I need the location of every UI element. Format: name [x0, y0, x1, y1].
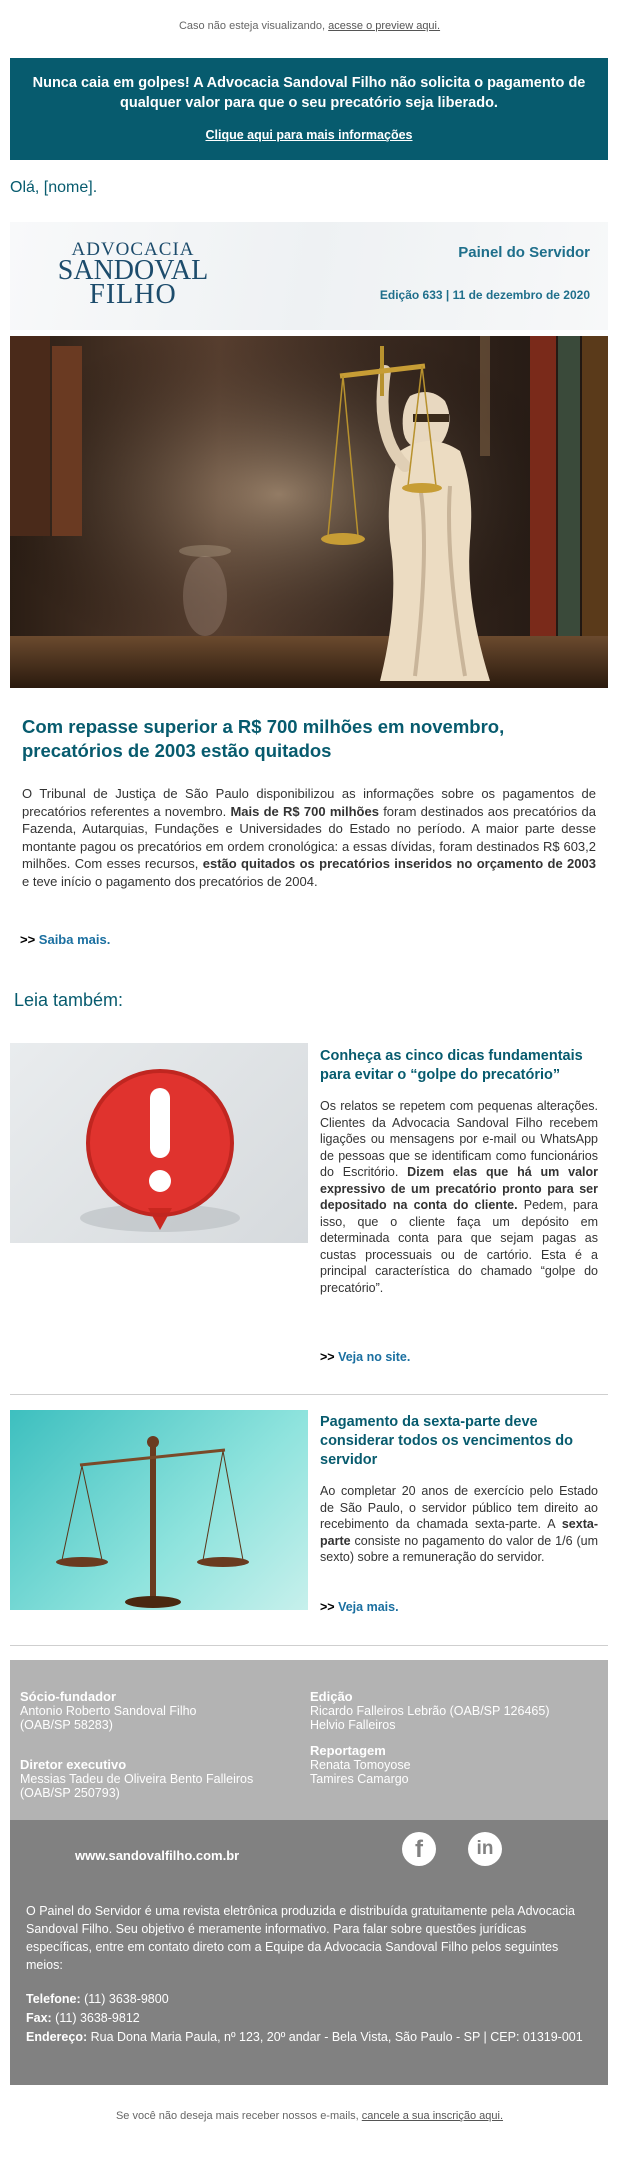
article-1-body-part-2: Pedem, para isso, que o cliente faça um depósito em determinada conta para que sejam pagas as custas processuais ou de cartório. Esta é a principal característica do chamado “golpe do precatório”.: [320, 1198, 598, 1295]
unsubscribe-notice: [0, 2110, 619, 2122]
footer-disclaimer: O Painel do Servidor é uma revista eletrônica produzida e distribuída gratuitamente pela Advocacia Sandoval Filho. Seu objetivo é meramente informativo. Para falar sobre questões jurídicas específicas, entre em contato direto com a Equipe da Advocacia Sandoval Filho pelos seguintes meios:: [26, 1904, 575, 1972]
article-divider-1: [10, 1394, 608, 1395]
preview-link[interactable]: acesse o preview aqui.: [328, 20, 441, 32]
article-1-more-line: [320, 1350, 410, 1364]
article-2-body-bold: sexta-parte: [320, 1517, 598, 1548]
saiba-mais-prefix: >>: [20, 932, 39, 947]
address-line: [26, 2028, 586, 2047]
article-divider-2: [10, 1645, 608, 1646]
more-info-link[interactable]: Clique aqui para mais informações: [205, 128, 413, 142]
founder-label: Sócio-fundador: [20, 1689, 117, 1704]
article-1-image[interactable]: [10, 1043, 308, 1243]
director-oab: (OAB/SP 250793): [20, 1786, 120, 1800]
founder-name: Antonio Roberto Sandoval Filho: [20, 1704, 197, 1718]
founder-oab: (OAB/SP 58283): [20, 1718, 113, 1732]
warning-exclamation-icon: [10, 1043, 308, 1243]
logo: [48, 239, 218, 310]
facebook-icon[interactable]: f: [402, 1832, 436, 1866]
contact-info: [26, 1990, 586, 2047]
article-1-body-bold: Dizem elas que há um valor expressivo de um precatório pronto para ser depositado na conta do cliente.: [320, 1165, 598, 1212]
logo-line-2: SANDOVAL: [57, 255, 209, 286]
address-value: Rua Dona Maria Paula, nº 123, 20º andar - Bela Vista, São Paulo - SP | CEP: 01319-001: [87, 2030, 583, 2044]
fax-line: [26, 2009, 586, 2028]
main-article-body: [22, 785, 596, 890]
edition-name-2: Helvio Falleiros: [310, 1718, 396, 1732]
phone-label: Telefone:: [26, 1992, 81, 2006]
article-1-body-part-1: Os relatos se repetem com pequenas alterações. Clientes da Advocacia Sandoval Filho recebem ligações ou mensagens por e-mail ou WhatsApp de pessoas que se identificam como funcionários do Escritório.: [320, 1099, 598, 1179]
phone-value: (11) 3638-9800: [80, 1992, 169, 2006]
fax-value: (11) 3638-9812: [51, 2011, 140, 2025]
article-2-body: [320, 1483, 598, 1566]
edition-date: Edição 633 | 11 de dezembro de 2020: [379, 288, 590, 302]
report-name-1: Renata Tomoyose: [310, 1758, 411, 1772]
hero-image: [10, 336, 608, 688]
justice-statue-illustration: [10, 336, 608, 688]
greeting: Olá, [nome].: [10, 179, 98, 196]
preview-notice: [0, 20, 619, 32]
preview-notice-text: Caso não esteja visualizando,: [178, 20, 329, 32]
edition-name-1: Ricardo Falleiros Lebrão (OAB/SP 126465): [310, 1704, 550, 1718]
director-name: Messias Tadeu de Oliveira Bento Falleiros: [20, 1772, 254, 1786]
read-also-heading: Leia também:: [14, 990, 124, 1010]
article-2-more-prefix: >>: [320, 1600, 339, 1614]
logo-line-3: FILHO: [89, 279, 177, 310]
newsletter-title: Painel do Servidor: [458, 244, 590, 261]
website-link[interactable]: www.sandovalfilho.com.br: [75, 1848, 240, 1863]
article-2-more-link[interactable]: Veja mais.: [338, 1600, 399, 1614]
scam-alert-text: Nunca caia em golpes! A Advocacia Sandoval Filho não solicita o pagamento de qualquer valor para que o seu precatório seja liberado.: [32, 75, 586, 111]
article-2-title[interactable]: Pagamento da sexta-parte deve considerar todos os vencimentos do servidor: [320, 1414, 573, 1468]
article-1-title[interactable]: Conheça as cinco dicas fundamentais para evitar o “golpe do precatório”: [320, 1048, 583, 1083]
address-label: Endereço:: [26, 2030, 88, 2044]
report-name-2: Tamires Camargo: [310, 1772, 409, 1786]
unsubscribe-text: Se você não deseja mais receber nossos e-mails,: [115, 2110, 362, 2122]
masthead: [10, 222, 608, 330]
saiba-mais-line: [20, 932, 110, 947]
logo-line-1: ADVOCACIA: [71, 239, 195, 260]
article-2-body-part-2: consiste no pagamento do valor de 1/6 (um sexto) sobre a remuneração do servidor.: [320, 1533, 598, 1564]
phone-line: [26, 1990, 586, 2009]
article-2-body-part-1: Ao completar 20 anos de exercício pelo Estado de São Paulo, o servidor público tem direito ao recebimento da chamada sexta-parte. A: [320, 1484, 598, 1531]
article-1-body: [320, 1098, 598, 1296]
article-1-more-prefix: >>: [320, 1350, 339, 1364]
scale-icon: [10, 1410, 308, 1610]
edition-credit: [310, 1690, 549, 1732]
report-credit: [310, 1744, 411, 1786]
main-body-part-2: foram destinados aos precatórios da Fazenda, Autarquias, Fundações e Universidades do Estado no período. A maior parte desse montante pagou os precatórios em ordem cronológica: a essas dívidas, foram destinados R$ 603,2 milhões. Com esses recursos,: [22, 803, 597, 871]
saiba-mais-link[interactable]: Saiba mais.: [38, 932, 111, 947]
linkedin-icon[interactable]: in: [468, 1832, 502, 1866]
main-article-title: Com repasse superior a R$ 700 milhões em novembro, precatórios de 2003 estão quitados: [22, 716, 505, 761]
footer: [10, 1820, 608, 2085]
fax-label: Fax:: [26, 2011, 52, 2025]
founder-credit: [20, 1690, 197, 1732]
article-2-image[interactable]: [10, 1410, 308, 1610]
edition-label: Edição: [310, 1689, 353, 1704]
article-1-more-link[interactable]: Veja no site.: [338, 1350, 411, 1364]
article-2-more-line: [320, 1600, 399, 1614]
main-body-part-3: e teve início o pagamento dos precatórios de 2004.: [22, 873, 318, 889]
unsubscribe-link[interactable]: cancele a sua inscrição aqui.: [361, 2110, 504, 2122]
credits-block: [10, 1660, 608, 1820]
main-body-part-1: O Tribunal de Justiça de São Paulo disponibilizou as informações sobre os pagamentos de precatórios referentes a novembro.: [22, 786, 596, 819]
scam-alert-banner: [10, 58, 608, 160]
main-body-bold-2: estão quitados os precatórios inseridos no orçamento de 2003: [202, 856, 596, 871]
report-label: Reportagem: [310, 1743, 386, 1758]
director-label: Diretor executivo: [20, 1757, 127, 1772]
director-credit: [20, 1758, 253, 1800]
main-body-bold-1: Mais de R$ 700 milhões: [230, 803, 379, 819]
